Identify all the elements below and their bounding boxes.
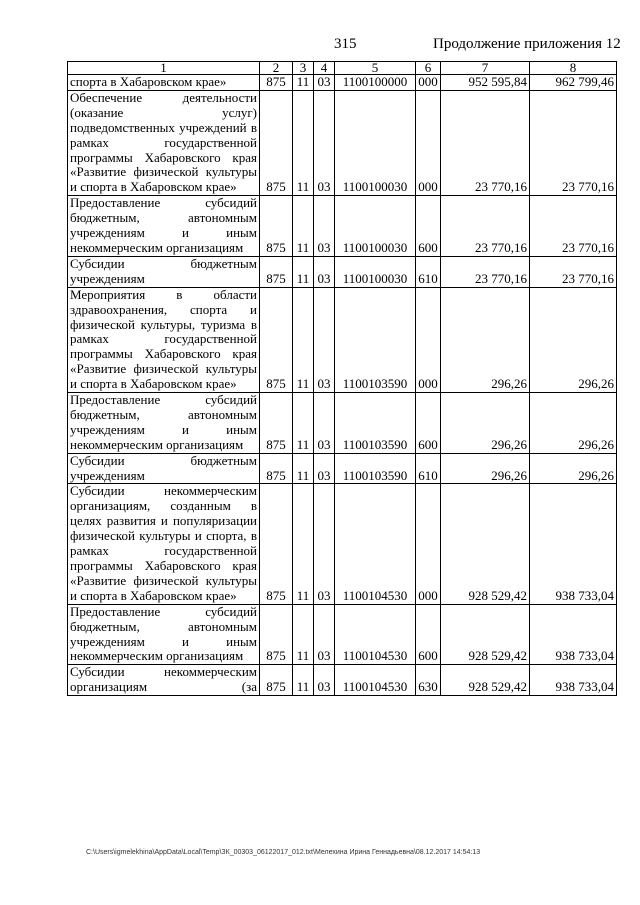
table-row — [68, 90, 617, 195]
amount-year-2: 296,26 — [530, 393, 617, 454]
target-code: 1100100030 — [335, 90, 416, 195]
expense-name: Предоставление субсидий бюджетным, автономным учреждениям и иным некоммерческим организациям — [68, 196, 260, 257]
expense-name: спорта в Хабаровском крае» — [68, 75, 260, 91]
appendix-continuation-title: Продолжение приложения 12 — [433, 36, 621, 52]
amount-year-1: 23 770,16 — [441, 90, 530, 195]
expense-type-code: 600 — [416, 393, 441, 454]
expense-name: Предоставление субсидий бюджетным, автономным учреждениям и иным некоммерческим организациям — [68, 393, 260, 454]
target-code: 1100104530 — [335, 665, 416, 696]
section-code: 11 — [293, 196, 314, 257]
amount-year-1: 23 770,16 — [441, 256, 530, 287]
section-code: 11 — [293, 287, 314, 392]
ministry-code: 875 — [260, 287, 293, 392]
ministry-code: 875 — [260, 453, 293, 484]
section-code: 11 — [293, 453, 314, 484]
subsection-code: 03 — [314, 393, 335, 454]
ministry-code: 875 — [260, 665, 293, 696]
section-code: 11 — [293, 665, 314, 696]
table-row — [68, 75, 617, 91]
ministry-code: 875 — [260, 90, 293, 195]
column-header: 2 — [260, 62, 293, 75]
amount-year-2: 296,26 — [530, 287, 617, 392]
target-code: 1100100000 — [335, 75, 416, 91]
target-code: 1100104530 — [335, 604, 416, 665]
amount-year-2: 938 733,04 — [530, 484, 617, 604]
subsection-code: 03 — [314, 196, 335, 257]
table-row — [68, 393, 617, 454]
amount-year-2: 23 770,16 — [530, 90, 617, 195]
column-header: 3 — [293, 62, 314, 75]
amount-year-1: 296,26 — [441, 393, 530, 454]
amount-year-2: 938 733,04 — [530, 665, 617, 696]
budget-table — [67, 61, 617, 696]
ministry-code: 875 — [260, 484, 293, 604]
section-code: 11 — [293, 393, 314, 454]
table-row — [68, 604, 617, 665]
expense-type-code: 600 — [416, 196, 441, 257]
column-header: 6 — [416, 62, 441, 75]
table-row — [68, 665, 617, 696]
section-code: 11 — [293, 484, 314, 604]
amount-year-2: 23 770,16 — [530, 196, 617, 257]
target-code: 1100103590 — [335, 453, 416, 484]
target-code: 1100104530 — [335, 484, 416, 604]
amount-year-1: 928 529,42 — [441, 665, 530, 696]
section-code: 11 — [293, 90, 314, 195]
expense-name: Субсидии некоммерческим организациям (за — [68, 665, 260, 696]
section-code: 11 — [293, 256, 314, 287]
column-header: 1 — [68, 62, 260, 75]
expense-name: Субсидии бюджетным учреждениям — [68, 256, 260, 287]
expense-name: Субсидии некоммерческим организациям, созданным в целях развития и популяризации физической культуры и спорта, в рамках государственной программы Хабаровского края «Развитие физической культуры и спорта в Хабаровском крае» — [68, 484, 260, 604]
column-header: 7 — [441, 62, 530, 75]
amount-year-2: 296,26 — [530, 453, 617, 484]
column-header: 5 — [335, 62, 416, 75]
expense-type-code: 630 — [416, 665, 441, 696]
page-number: 315 — [334, 36, 357, 52]
expense-name: Мероприятия в области здравоохранения, спорта и физической культуры, туризма в рамках государственной программы Хабаровского края «Развитие физической культуры и спорта в Хабаровском крае» — [68, 287, 260, 392]
subsection-code: 03 — [314, 256, 335, 287]
subsection-code: 03 — [314, 453, 335, 484]
expense-type-code: 000 — [416, 90, 441, 195]
table-header-row — [68, 62, 617, 75]
expense-type-code: 000 — [416, 287, 441, 392]
target-code: 1100100030 — [335, 196, 416, 257]
table-row — [68, 287, 617, 392]
expense-type-code: 600 — [416, 604, 441, 665]
expense-type-code: 000 — [416, 75, 441, 91]
expense-name: Субсидии бюджетным учреждениям — [68, 453, 260, 484]
table-row — [68, 453, 617, 484]
subsection-code: 03 — [314, 665, 335, 696]
expense-name: Обеспечение деятельности (оказание услуг) подведомственных учреждений в рамках государственной программы Хабаровского края «Развитие физической культуры и спорта в Хабаровском крае» — [68, 90, 260, 195]
amount-year-1: 952 595,84 — [441, 75, 530, 91]
amount-year-2: 938 733,04 — [530, 604, 617, 665]
ministry-code: 875 — [260, 604, 293, 665]
subsection-code: 03 — [314, 604, 335, 665]
target-code: 1100103590 — [335, 287, 416, 392]
subsection-code: 03 — [314, 90, 335, 195]
amount-year-1: 296,26 — [441, 453, 530, 484]
amount-year-1: 296,26 — [441, 287, 530, 392]
target-code: 1100103590 — [335, 393, 416, 454]
column-header: 4 — [314, 62, 335, 75]
expense-type-code: 610 — [416, 256, 441, 287]
section-code: 11 — [293, 604, 314, 665]
amount-year-1: 928 529,42 — [441, 484, 530, 604]
amount-year-1: 23 770,16 — [441, 196, 530, 257]
section-code: 11 — [293, 75, 314, 91]
file-path-footer: C:\Users\igmelekhina\AppData\Local\Temp\ЗК_00303_06122017_012.txt\Мелехина Ирина Геннадьевна\08.12.2017 14:54:13 — [86, 849, 481, 856]
expense-type-code: 000 — [416, 484, 441, 604]
table-row — [68, 256, 617, 287]
table-row — [68, 484, 617, 604]
ministry-code: 875 — [260, 196, 293, 257]
ministry-code: 875 — [260, 75, 293, 91]
amount-year-2: 962 799,46 — [530, 75, 617, 91]
amount-year-1: 928 529,42 — [441, 604, 530, 665]
target-code: 1100100030 — [335, 256, 416, 287]
table-row — [68, 196, 617, 257]
subsection-code: 03 — [314, 484, 335, 604]
ministry-code: 875 — [260, 256, 293, 287]
expense-type-code: 610 — [416, 453, 441, 484]
expense-name: Предоставление субсидий бюджетным, автономным учреждениям и иным некоммерческим организациям — [68, 604, 260, 665]
ministry-code: 875 — [260, 393, 293, 454]
subsection-code: 03 — [314, 75, 335, 91]
column-header: 8 — [530, 62, 617, 75]
amount-year-2: 23 770,16 — [530, 256, 617, 287]
subsection-code: 03 — [314, 287, 335, 392]
